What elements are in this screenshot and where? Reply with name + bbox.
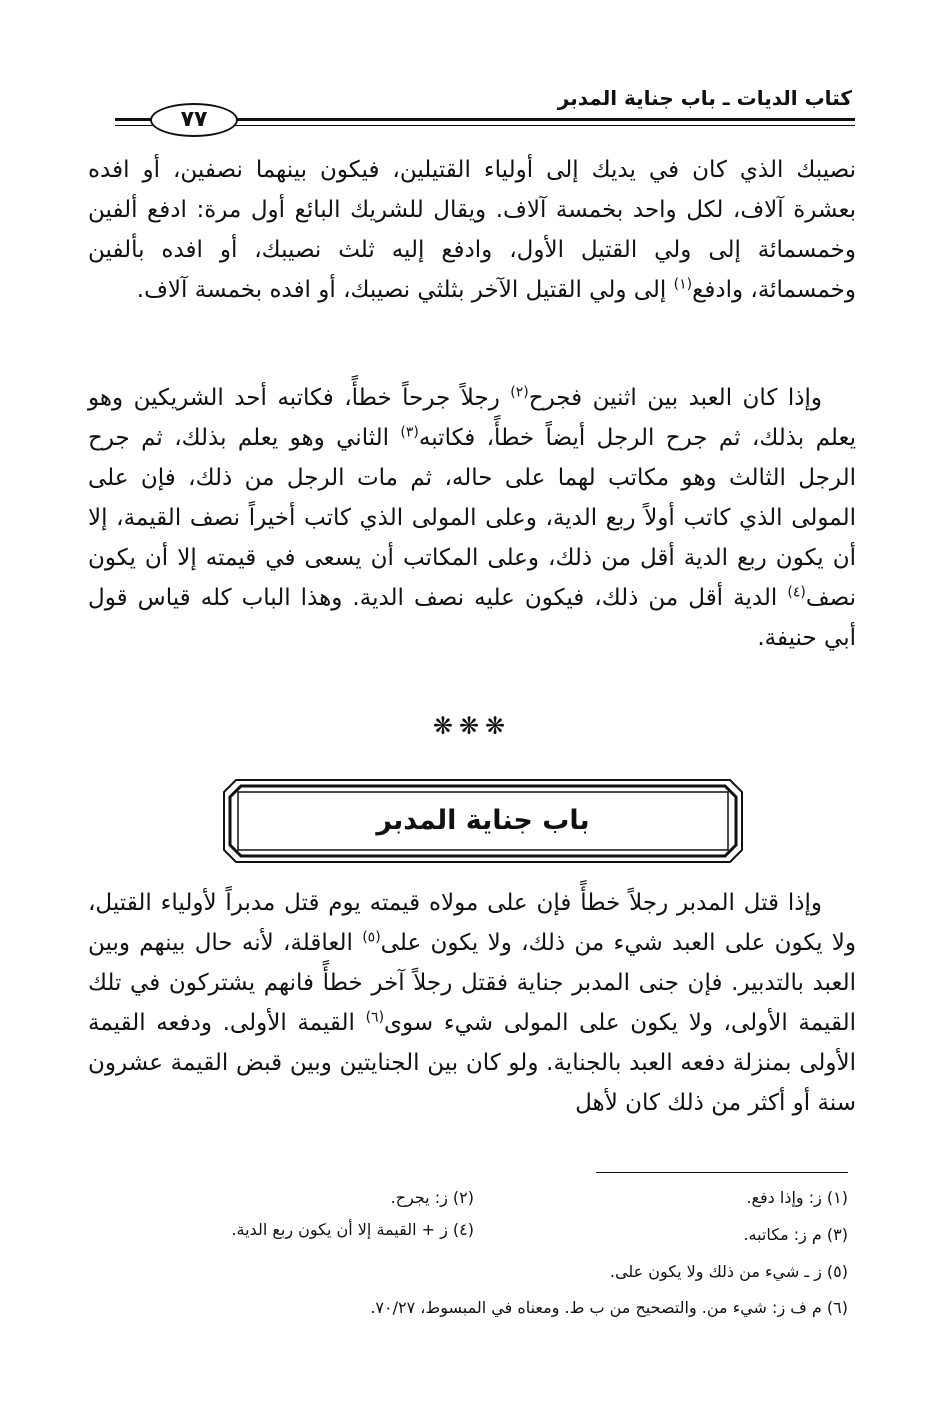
footnote-separator [596, 1172, 848, 1173]
footnote-1: (١) ز: وإذا دفع. [746, 1188, 848, 1207]
footnote-6: (٦) م ف ز: شيء من. والتصحيح من ب ط. ومعناه في المبسوط، ٧٠/٢٧. [370, 1298, 848, 1317]
paragraph-3-text-a: وإذا قتل المدبر رجلاً خطأً فإن على مولاه قيمته يوم قتل مدبراً لأولياء القتيل، ولا يكون على العبد شيء من ذلك، ولا يكون على [88, 890, 856, 956]
paragraph-2-text-a: وإذا كان العبد بين اثنين فجرح [528, 385, 822, 411]
paragraph-3 [88, 883, 856, 1123]
paragraph-2-text-c: الثاني وهو يعلم بذلك، ثم جرح الرجل الثالث وهو مكاتب لهما على حاله، ثم مات الرجل من ذلك، فإن على المولى الذي كاتب أولاً ربع الدية، وعلى المولى الذي كاتب أخيراً نصف القيمة، إلا أن يكون ربع الدية أقل من ذلك، وعلى المكاتب أن يسعى في قيمته إلا أن يكون نصف [88, 425, 856, 611]
paragraph-1 [88, 150, 856, 310]
page-number: ٧٧ [150, 103, 238, 137]
footnote-ref-4: (٤) [787, 584, 806, 601]
running-header-title: كتاب الديات ـ باب جناية المدبر [557, 86, 852, 110]
footnote-2: (٢) ز: يجرح. [390, 1188, 474, 1207]
footnote-ref-1: (١) [673, 276, 693, 293]
footnote-4: (٤) ز + القيمة إلا أن يكون ربع الدية. [231, 1220, 474, 1239]
paragraph-2-text-b: رجلاً جرحاً خطأً، فكاتبه أحد الشريكين وهو يعلم بذلك، ثم جرح الرجل أيضاً خطأً، فكاتبه [88, 385, 856, 451]
paragraph-2-text-d: الدية أقل من ذلك، فيكون عليه نصف الدية. وهذا الباب كله قياس قول أبي حنيفة. [88, 585, 856, 651]
paragraph-2 [88, 378, 856, 658]
chapter-title-frame [222, 778, 744, 864]
paragraph-3-text-c: القيمة الأولى. ودفعه القيمة الأولى بمنزلة دفعه العبد بالجناية. ولو كان بين الجنايتين وبين قبض القيمة عشرون سنة أو أكثر من ذلك كان لأهل [88, 1010, 856, 1116]
footnote-5: (٥) ز ـ شيء من ذلك ولا يكون على. [609, 1262, 848, 1281]
paragraph-1-text-a: نصيبك الذي كان في يديك إلى أولياء القتيلين، فيكون بينهما نصفين، أو افده بعشرة آلاف، لكل واحد بخمسة آلاف. ويقال للشريك البائع أول مرة: ادفع ألفين وخمسمائة إلى ولي القتيل الأول، وادفع إليه ثلث نصيبك، أو افده بألفين وخمسمائة، وادفع [88, 157, 856, 303]
footnote-ref-2: (٢) [510, 384, 529, 401]
section-divider-ornament: ❋❋❋ [432, 712, 512, 740]
footnote-3: (٣) م ز: مكاتبه. [743, 1225, 848, 1244]
footnote-ref-6: (٦) [365, 1009, 385, 1026]
paragraph-3-text-b: العاقلة، لأنه حال بينهم وبين العبد بالتدبير. فإن جنى المدبر جناية فقتل رجلاً آخر خطأً فانهم يشتركون في تلك القيمة الأولى، ولا يكون على المولى شيء سوى [88, 930, 856, 1036]
footnote-ref-3: (٣) [400, 424, 419, 441]
paragraph-1-text-b: إلى ولي القتيل الآخر بثلثي نصيبك، أو افده بخمسة آلاف. [136, 277, 674, 303]
chapter-title: باب جناية المدبر [376, 805, 590, 836]
footnote-ref-5: (٥) [362, 929, 381, 946]
